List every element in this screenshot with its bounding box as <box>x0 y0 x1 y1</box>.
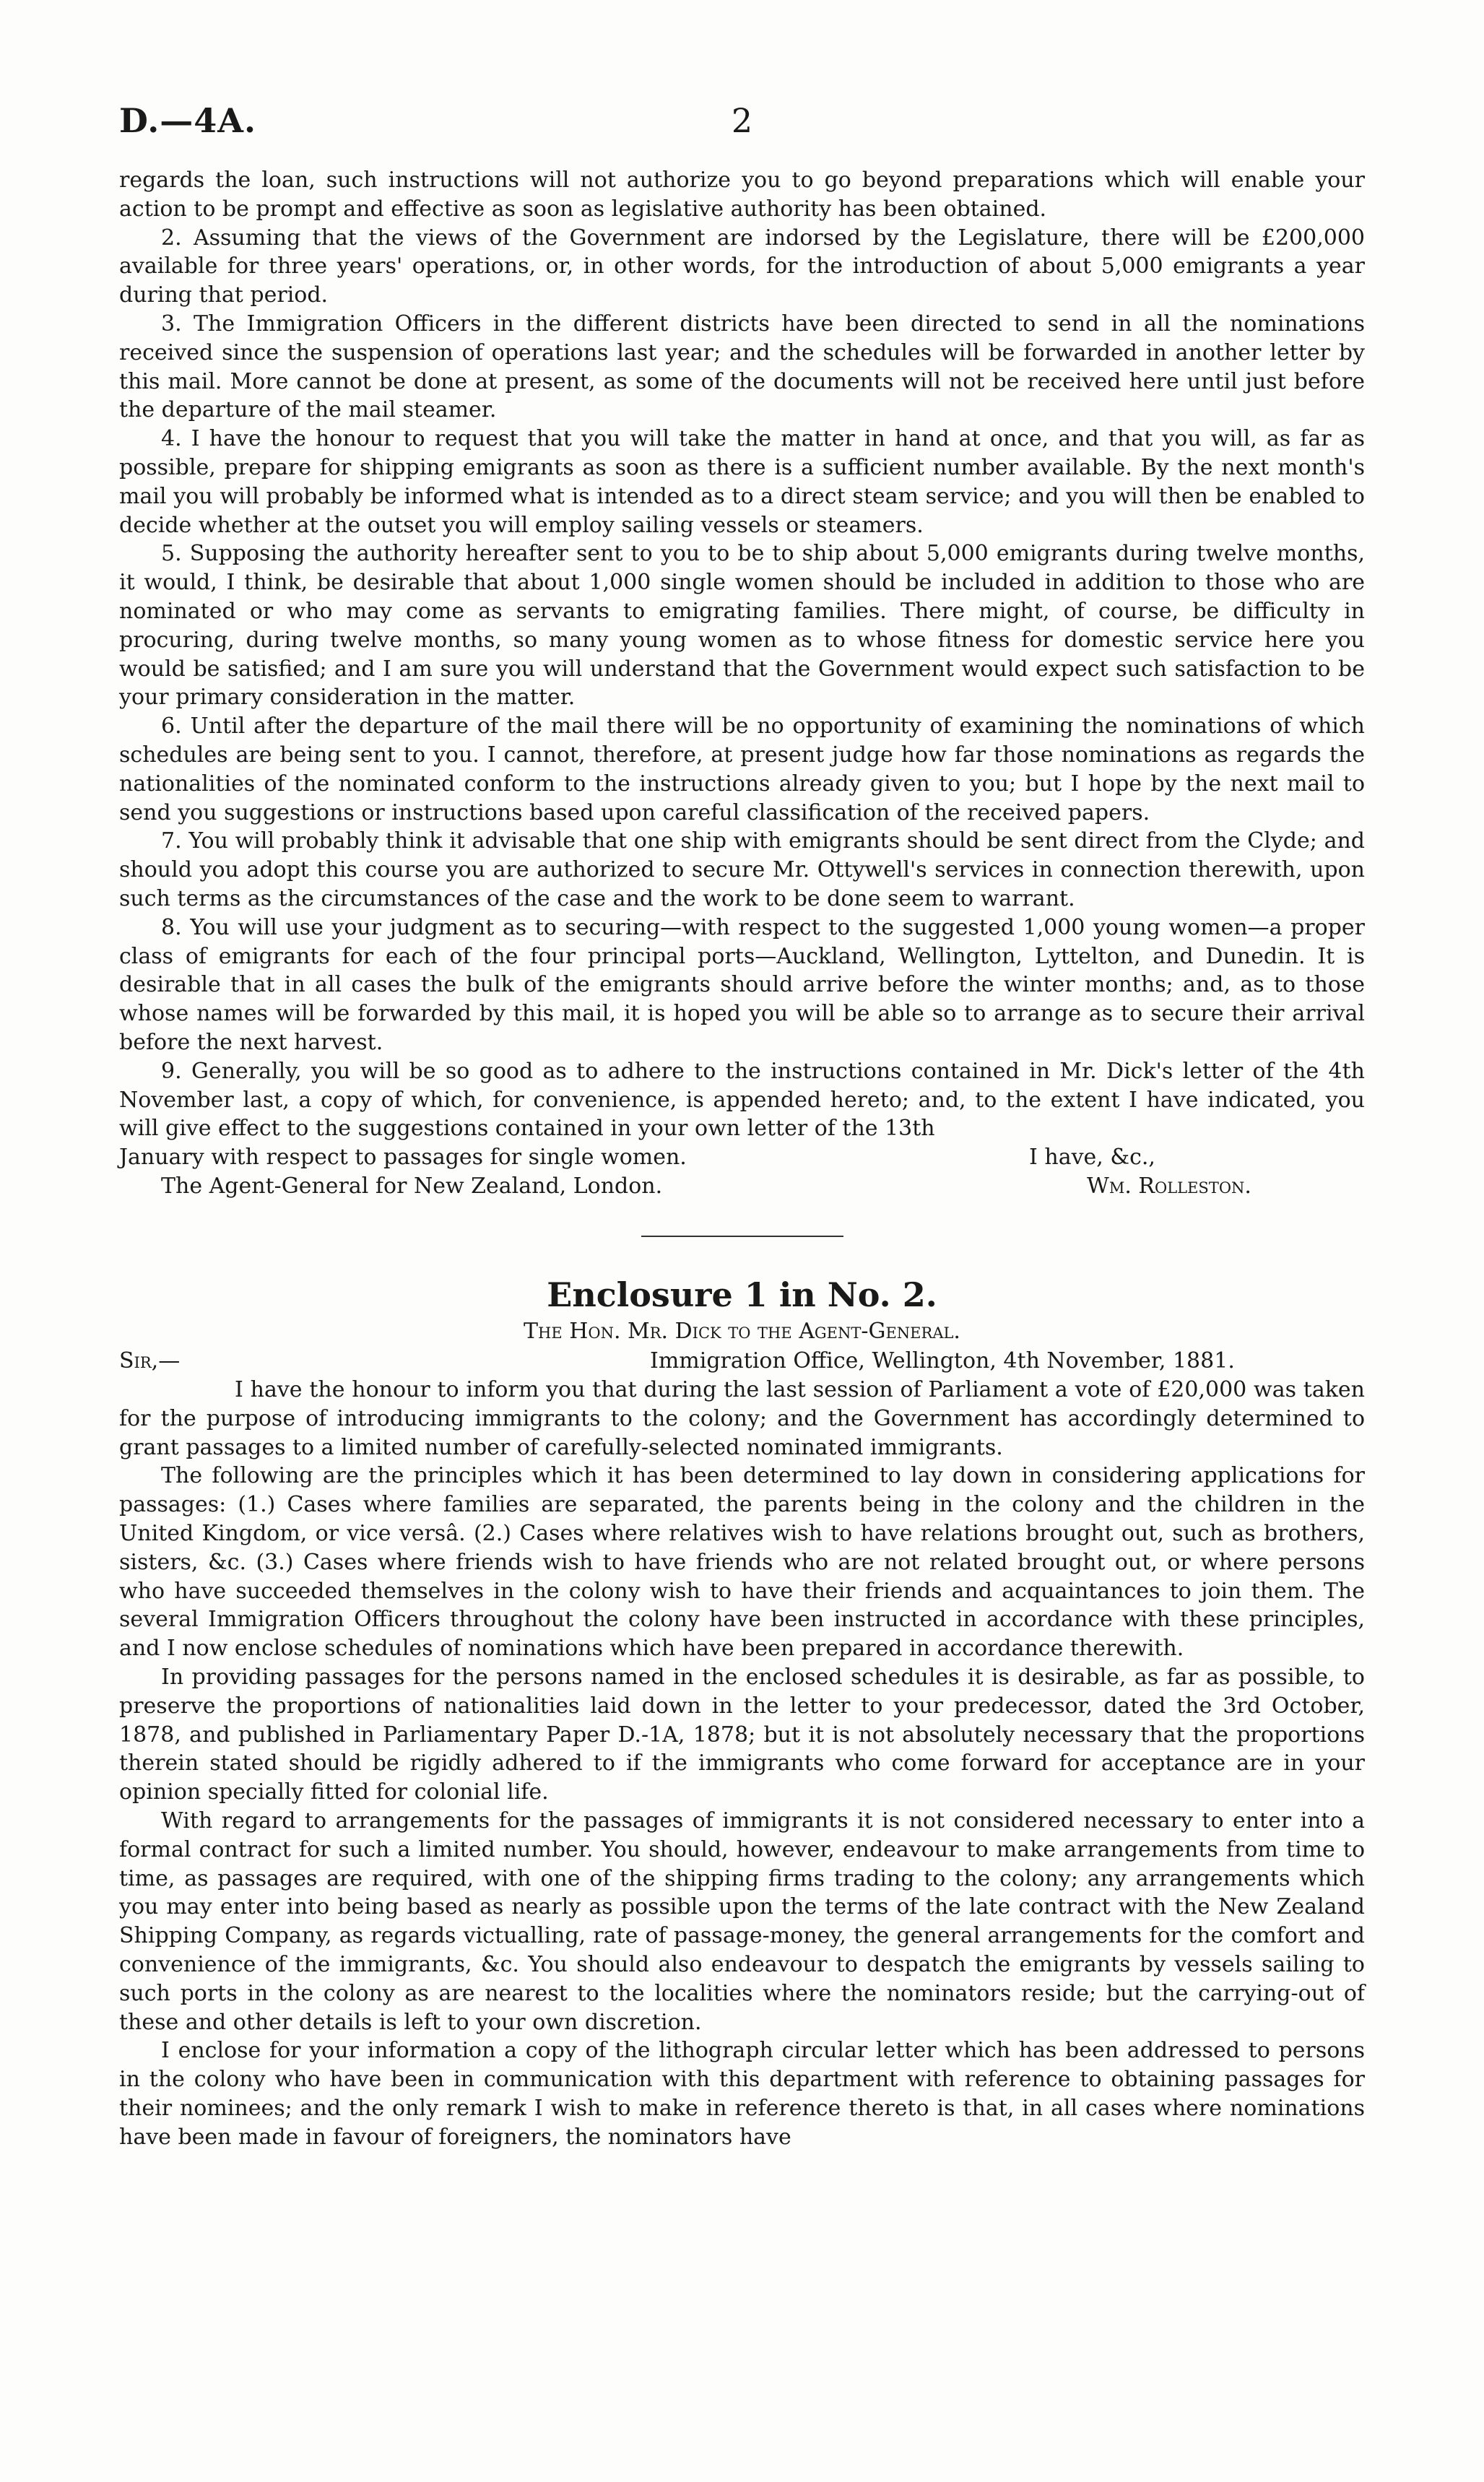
letter-paragraph-8: 8. You will use your judgment as to securing—with respect to the suggested 1,000 young women—a proper class of emigrants for each of the four principal ports—Auckland, Wellington, Lyttelton, and Dunedin. It is desirable that in all cases the bulk of the emigrants should arrive before the winter months; and, as to those whose names will be forwarded by this mail, it is hoped you will be able so to arrange as to secure their arrival before the next harvest. <box>119 914 1365 1055</box>
enclosure-dateline-row <box>119 1347 1365 1376</box>
letter-paragraph-9: 9. Generally, you will be so good as to adhere to the instructions contained in Mr. Dick's letter of the 4th November last, a copy of which, for convenience, is appended hereto; and, to the extent I have indicated, you will give effect to the suggestions contained in your own letter of the 13th <box>119 1058 1365 1142</box>
enclosure-subtitle: The Hon. Mr. Dick to the Agent-General. <box>524 1319 960 1345</box>
minister-letter <box>119 166 1365 1201</box>
letter-signature: Wm. Rolleston. <box>1087 1173 1251 1199</box>
letter-closing: I have, &c., <box>1029 1145 1155 1171</box>
letter-paragraph-6: 6. Until after the departure of the mail there will be no opportunity of examining the nominations of which schedules are being sent to you. I cannot, therefore, at present judge how far those nominations as regards the nationalities of the nominated conform to the instructions already given to you; but I hope by the next mail to send you suggestions or instructions based upon careful classification of the received papers. <box>119 713 1365 825</box>
letter-paragraph-5: 5. Supposing the authority hereafter sent to you to be to ship about 5,000 emigrants during twelve months, it would, I think, be desirable that about 1,000 single women should be included in addition to those who are nominated or who may come as servants to emigrating families. There might, of course, be difficulty in procuring, during twelve months, so many young women as to whose fitness for domestic service here you would be satisfied; and I am sure you will understand that the Government would expect such satisfaction to be your primary consideration in the matter. <box>119 541 1365 711</box>
letter-paragraph-4: 4. I have the honour to request that you will take the matter in hand at once, and that you will, as far as possible, prepare for shipping emigrants as soon as there is a sufficient number available. By the next month's mail you will probably be informed what is intended as to a direct steam service; and you will then be enabled to decide whether at the outset you will employ sailing vessels or steamers. <box>119 426 1365 538</box>
document-reference: D.—4A. <box>119 101 256 140</box>
letter-paragraph-7: 7. You will probably think it advisable that one ship with emigrants should be sent direct from the Clyde; and should you adopt this course you are authorized to secure Mr. Ottywell's services in connection therewith, upon such terms as the circumstances of the case and the work to be done seem to warrant. <box>119 828 1365 911</box>
letter-paragraph-2: 2. Assuming that the views of the Government are indorsed by the Legislature, there will be £200,000 available for three years' operations, or, in other words, for the introduction of about 5,000 emigrants a year during that period. <box>119 225 1365 308</box>
enclosure-paragraph-1: I have the honour to inform you that during the last session of Parliament a vote of £20,000 was taken for the purpose of introducing immigrants to the colony; and the Government has accordingly determined to grant passages to a limited number of carefully-selected nominated immigrants. <box>119 1377 1365 1460</box>
document-body <box>119 166 1365 2152</box>
letter-paragraph-continued: regards the loan, such instructions will not authorize you to go beyond preparations which will enable your action to be prompt and effective as soon as legislative authority has been obtained. <box>119 168 1365 222</box>
letter-signature-row <box>119 1172 1365 1201</box>
letter-last-line-text: January with respect to passages for single women. <box>119 1145 687 1171</box>
letter-paragraph-3: 3. The Immigration Officers in the different districts have been directed to send in all the nominations received since the suspension of operations last year; and the schedules will be forwarded in another letter by this mail. More cannot be done at present, as some of the documents will not be received here until just before the departure of the mail steamer. <box>119 311 1365 423</box>
letter-last-line <box>119 1143 1365 1172</box>
page-header <box>119 101 1365 144</box>
enclosure-dateline: Immigration Office, Wellington, 4th November, 1881. <box>650 1348 1235 1374</box>
page-number: 2 <box>731 101 753 140</box>
enclosure-title: Enclosure 1 in No. 2. <box>547 1275 937 1315</box>
enclosure-paragraph-4: With regard to arrangements for the passages of immigrants it is not considered necessary to enter into a formal contract for such a limited number. You should, however, endeavour to make arrangements from time to time, as passages are required, with one of the shipping firms trading to the colony; any arrangements which you may enter into being based as nearly as possible upon the terms of the late contract with the New Zealand Shipping Company, as regards victualling, rate of passage-money, the general arrangements for the comfort and convenience of the immigrants, &c. You should also endeavour to despatch the emigrants by vessels sailing to such ports in the colony as are nearest to the localities where the nominators reside; but the carrying-out of these and other details is left to your own discretion. <box>119 1808 1365 2035</box>
enclosure-paragraph-3: In providing passages for the persons named in the enclosed schedules it is desirable, as far as possible, to preserve the proportions of nationalities laid down in the letter to your predecessor, dated the 3rd October, 1878, and published in Parliamentary Paper D.-1A, 1878; but it is not absolutely necessary that the proportions therein stated should be rigidly adhered to if the immigrants who come forward for acceptance are in your opinion specially fitted for colonial life. <box>119 1665 1365 1805</box>
enclosure-section <box>119 1275 1365 2152</box>
enclosure-paragraph-5: I enclose for your information a copy of the lithograph circular letter which has been addressed to persons in the colony who have been in communication with this department with reference to obtaining passages for their nominees; and the only remark I wish to make in reference thereto is that, in all cases where nominations have been made in favour of foreigners, the nominators have <box>119 2038 1365 2150</box>
enclosure-paragraph-2: The following are the principles which it has been determined to lay down in considering applications for passages: (1.) Cases where families are separated, the parents being in the colony and the children in the United Kingdom, or vice versâ. (2.) Cases where relatives wish to have relations brought out, such as brothers, sisters, &c. (3.) Cases where friends wish to have friends who are not related brought out, or where persons who have succeeded themselves in the colony wish to have their friends and acquaintances to join them. The several Immigration Officers throughout the colony have been instructed in accordance with these principles, and I now enclose schedules of nominations which have been prepared in accordance therewith. <box>119 1463 1365 1662</box>
enclosure-salutation: Sir,— <box>119 1348 181 1374</box>
section-divider <box>641 1236 843 1237</box>
letter-addressee: The Agent-General for New Zealand, London. <box>161 1173 663 1199</box>
